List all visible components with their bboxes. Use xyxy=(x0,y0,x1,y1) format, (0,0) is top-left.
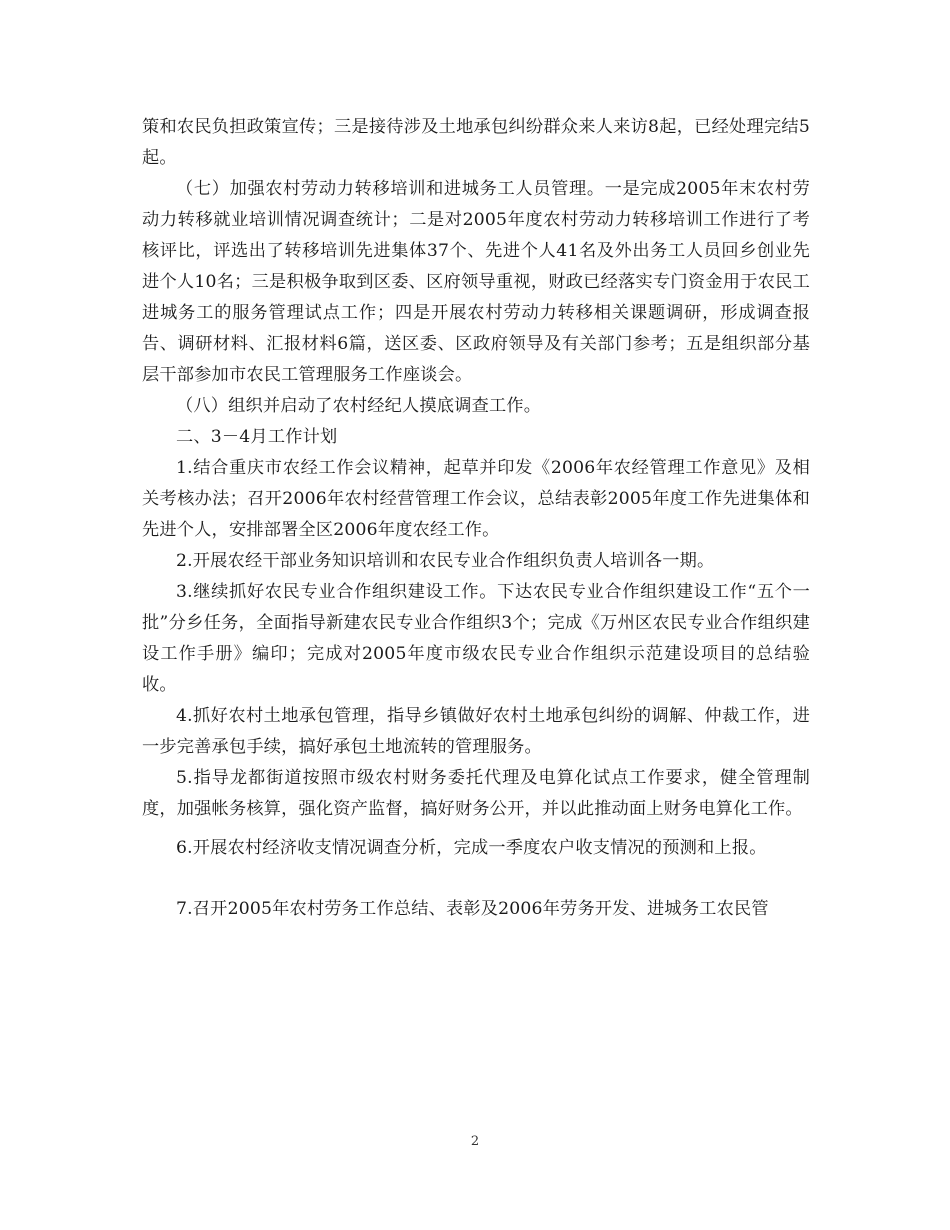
paragraph-continuation: 策和农民负担政策宣传；三是接待涉及土地承包纠纷群众来人来访8起，已经处理完结5起。 xyxy=(142,117,810,168)
plan-item-5: 5.指导龙都街道按照市级农村财务委托代理及电算化试点工作要求，健全管理制度，加强帐务核算，强化资产监督，搞好财务公开，并以此推动面上财务电算化工作。 xyxy=(142,768,810,819)
paragraph-section-7: （七）加强农村劳动力转移培训和进城务工人员管理。一是完成2005年末农村劳动力转移就业培训情况调查统计；二是对2005年度农村劳动力转移培训工作进行了考核评比，评选出了转移培训先进集体37个、先进个人41名及外出务工人员回乡创业先进个人10名；三是积极争取到区委、区府领导重视，财政已经落实专门资金用于农民工进城务工的服务管理试点工作；四是开展农村劳动力转移相关课题调研，形成调查报告、调研材料、汇报材料6篇，送区委、区政府领导及有关部门参考；五是组织部分基层干部参加市农民工管理服务工作座谈会。 xyxy=(142,179,810,385)
plan-item-7: 7.召开2005年农村劳务工作总结、表彰及2006年劳务开发、进城务工农民管 xyxy=(176,899,769,919)
plan-item-2: 2.开展农经干部业务知识培训和农民专业合作组织负责人培训各一期。 xyxy=(176,551,715,571)
section-heading-work-plan: 二、3－4月工作计划 xyxy=(176,427,338,447)
page-number: 2 xyxy=(470,1134,480,1149)
plan-item-3: 3.继续抓好农民专业合作组织建设工作。下达农民专业合作组织建设工作“五个一批”分乡任务，全面指导新建农民专业合作组织3个；完成《万州区农民专业合作组织建设工作手册》编印；完成对2005年度市级农民专业合作组织示范建设项目的总结验收。 xyxy=(142,582,810,695)
document-page xyxy=(142,112,810,925)
plan-item-1: 1.结合重庆市农经工作会议精神，起草并印发《2006年农经管理工作意见》及相关考核办法；召开2006年农村经营管理工作会议，总结表彰2005年度工作先进集体和先进个人，安排部署全区2006年度农经工作。 xyxy=(142,458,810,540)
plan-item-6: 6.开展农村经济收支情况调查分析，完成一季度农户收支情况的预测和上报。 xyxy=(176,838,767,858)
paragraph-section-8: （八）组织并启动了农村经纪人摸底调查工作。 xyxy=(176,396,542,416)
plan-item-4: 4.抓好农村土地承包管理，指导乡镇做好农村土地承包纠纷的调解、仲裁工作，进一步完善承包手续，搞好承包土地流转的管理服务。 xyxy=(142,706,810,757)
